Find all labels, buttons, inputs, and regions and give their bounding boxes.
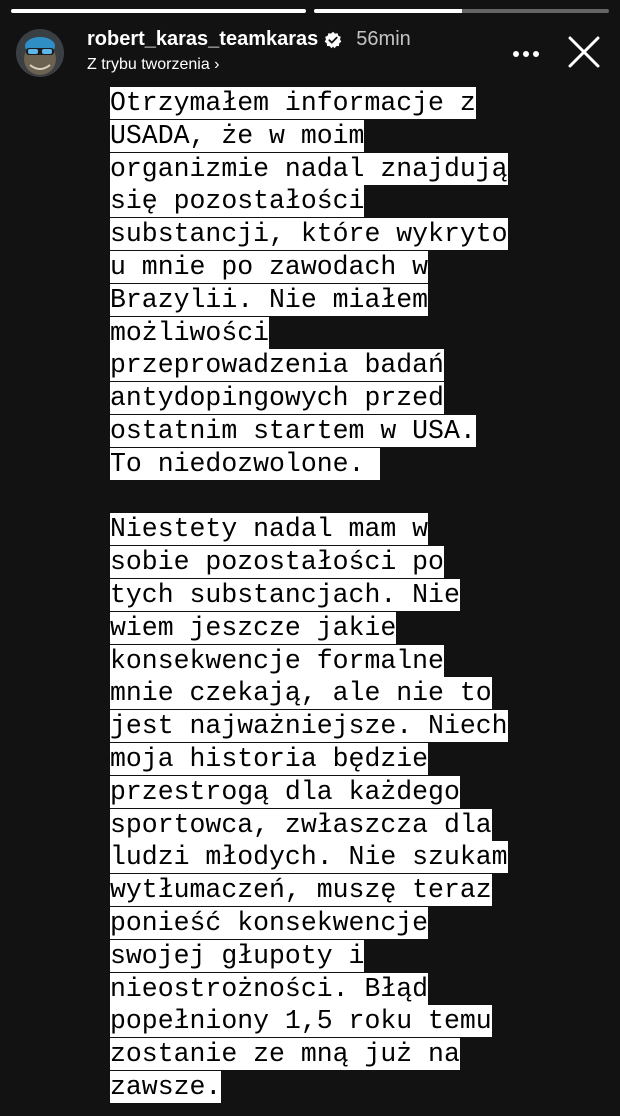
more-dots-icon [512, 50, 540, 58]
text-line [110, 612, 550, 645]
text-line-content: swojej głupoty i [110, 940, 365, 971]
text-line-content: sportowca, zwłaszcza dla [110, 809, 492, 840]
text-line-content: jest najważniejsze. Niech [110, 711, 508, 742]
text-line-content: Brazylii. Nie miałem [110, 284, 429, 315]
text-line [110, 645, 550, 678]
story-progress-fill [314, 9, 462, 13]
text-line [110, 973, 550, 1006]
text-line-content: przeprowadzenia badań [110, 350, 444, 381]
text-line-content: To niedozwolone. [110, 448, 381, 479]
text-line [110, 677, 550, 710]
text-line [110, 448, 550, 481]
text-line [110, 1038, 550, 1071]
text-line [110, 251, 550, 284]
text-line-content: popełniony 1,5 roku temu [110, 1006, 492, 1037]
text-line [110, 87, 550, 120]
text-line [110, 1005, 550, 1038]
text-line-content: tych substancjach. Nie [110, 579, 460, 610]
more-options-button[interactable] [506, 34, 546, 74]
story-progress-segment [314, 9, 609, 13]
username-row [87, 28, 411, 51]
username[interactable]: robert_karas_teamkaras [87, 28, 319, 50]
text-line-content: się pozostałości [110, 186, 365, 217]
avatar[interactable] [16, 29, 64, 77]
text-line-content: mnie czekają, ale nie to [110, 678, 492, 709]
text-line-content: substancji, które wykryto [110, 219, 508, 250]
text-line [110, 1071, 550, 1104]
post-time: 56min [356, 28, 411, 50]
story-progress-fill [11, 9, 306, 13]
created-with-link[interactable]: Z trybu tworzenia › [87, 56, 220, 73]
story-text [110, 87, 550, 1104]
text-line-content: wiem jeszcze jakie [110, 612, 397, 643]
story-header [14, 24, 606, 82]
text-line [110, 907, 550, 940]
text-line [110, 317, 550, 350]
close-icon [568, 36, 600, 68]
text-line [110, 710, 550, 743]
avatar-image [16, 29, 64, 77]
story-progress-bar [11, 9, 609, 13]
text-line [110, 415, 550, 448]
text-line [110, 284, 550, 317]
close-button[interactable] [562, 30, 606, 74]
text-line [110, 349, 550, 382]
text-line [110, 218, 550, 251]
text-line [110, 185, 550, 218]
text-line-content: nieostrożności. Błąd [110, 973, 429, 1004]
text-line-content: ponieść konsekwencje [110, 907, 429, 938]
text-line-content: USADA, że w moim [110, 120, 365, 151]
verified-badge-icon [324, 31, 342, 49]
text-line [110, 153, 550, 186]
text-line-content: przestrogą dla każdego [110, 776, 460, 807]
text-line-content: konsekwencje formalne [110, 645, 444, 676]
text-line-content: ludzi młodych. Nie szukam [110, 842, 508, 873]
text-line-content: antydopingowych przed [110, 383, 444, 414]
text-line [110, 120, 550, 153]
text-line [110, 579, 550, 612]
text-line [110, 546, 550, 579]
text-line [110, 874, 550, 907]
text-line-content: moja historia będzie [110, 743, 429, 774]
text-line-content: zawsze. [110, 1071, 222, 1102]
text-line [110, 743, 550, 776]
text-line [110, 776, 550, 809]
text-line-content: zostanie ze mną już na [110, 1039, 460, 1070]
text-paragraph [110, 513, 550, 1103]
text-line-content: sobie pozostałości po [110, 547, 444, 578]
text-line-content: organizmie nadal znajdują [110, 153, 508, 184]
text-line-content: ostatnim startem w USA. [110, 415, 476, 446]
text-line [110, 841, 550, 874]
text-line-content: Otrzymałem informacje z [110, 88, 476, 118]
text-paragraph [110, 87, 550, 481]
text-line-content: u mnie po zawodach w [110, 251, 429, 282]
text-line [110, 382, 550, 415]
text-line-content: możliwości [110, 317, 270, 348]
text-line-content: wytłumaczeń, muszę teraz [110, 875, 492, 906]
text-line [110, 940, 550, 973]
text-line [110, 809, 550, 842]
text-line-content: Niestety nadal mam w [110, 514, 429, 545]
text-line [110, 513, 550, 546]
story-progress-segment [11, 9, 306, 13]
